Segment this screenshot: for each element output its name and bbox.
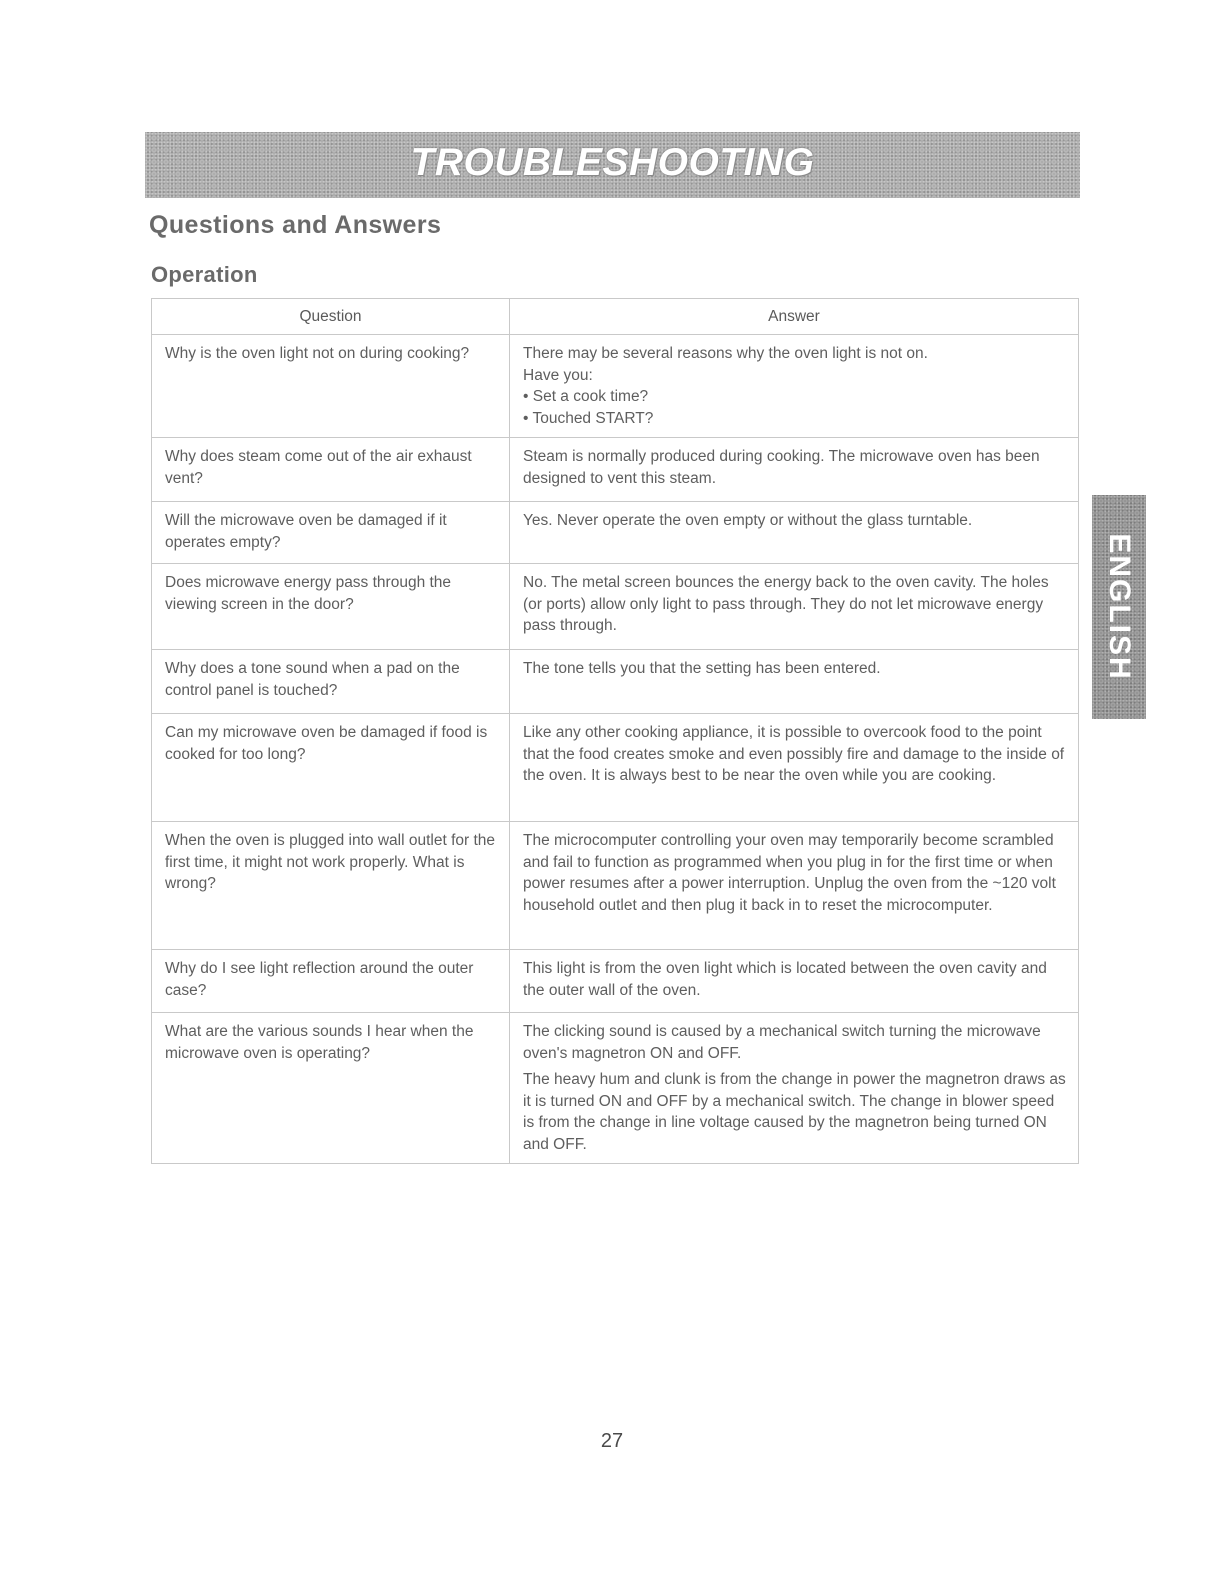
- table-row: [152, 335, 1079, 438]
- table-row: [152, 438, 1079, 502]
- question-cell: Can my microwave oven be damaged if food is cooked for too long?: [152, 714, 510, 822]
- answer-cell: [510, 714, 1079, 822]
- question-cell: When the oven is plugged into wall outlet for the first time, it might not work properly. What is wrong?: [152, 822, 510, 950]
- answer-text: Yes. Never operate the oven empty or without the glass turntable.: [523, 512, 973, 529]
- table-row: [152, 650, 1079, 714]
- answer-bullet: • Set a cook time?: [523, 388, 649, 405]
- answer-bullet: • Touched START?: [523, 409, 654, 427]
- answer-cell: [510, 335, 1079, 438]
- answer-cell: [510, 650, 1079, 714]
- section-title: Questions and Answers: [149, 211, 442, 239]
- answer-text: The tone tells you that the setting has been entered.: [523, 660, 881, 677]
- answer-text: Steam is normally produced during cooking. The microwave oven has been designed to vent this steam.: [523, 448, 1040, 487]
- answer-cell: [510, 564, 1079, 650]
- question-column-header: Question: [152, 299, 510, 335]
- table-row: [152, 822, 1079, 950]
- question-cell: Will the microwave oven be damaged if it operates empty?: [152, 502, 510, 564]
- table-header-row: [152, 299, 1079, 335]
- answer-text: The microcomputer controlling your oven may temporarily become scrambled and fail to function as programmed when you plug in for the first time or when power resumes after a power interruption. Unplug the oven from the ~120 volt household outlet and then plug it back in to reset the microcomputer.: [523, 832, 1056, 914]
- question-cell: Why do I see light reflection around the outer case?: [152, 950, 510, 1013]
- answer-text: The heavy hum and clunk is from the change in power the magnetron draws as it is turned ON and OFF by a mechanical switch. The change in blower speed is from the change in line voltage caused by the magnetron being turned ON and OFF.: [523, 1071, 1066, 1153]
- answer-line: Have you:: [523, 366, 593, 384]
- table-row: [152, 1013, 1079, 1164]
- question-cell: Does microwave energy pass through the viewing screen in the door?: [152, 564, 510, 650]
- subsection-title: Operation: [151, 262, 258, 287]
- question-cell: Why does a tone sound when a pad on the control panel is touched?: [152, 650, 510, 714]
- answer-cell: [510, 822, 1079, 950]
- page-number: 27: [600, 1430, 624, 1452]
- question-cell: Why is the oven light not on during cooking?: [152, 335, 510, 438]
- qa-table: [151, 298, 1079, 1164]
- answer-text: No. The metal screen bounces the energy back to the oven cavity. The holes (or ports) allow only light to pass through. They do not let microwave energy pass through.: [523, 574, 1049, 634]
- question-cell: What are the various sounds I hear when the microwave oven is operating?: [152, 1013, 510, 1164]
- answer-text: The clicking sound is caused by a mechanical switch turning the microwave oven's magnetron ON and OFF.: [523, 1023, 1041, 1062]
- header-banner: [145, 132, 1080, 198]
- answer-text: Like any other cooking appliance, it is possible to overcook food to the point that the food creates smoke and even possibly fire and damage to the inside of the oven. It is always best to be near the oven while you are cooking.: [523, 724, 1065, 784]
- table-row: [152, 950, 1079, 1013]
- answer-cell: [510, 438, 1079, 502]
- answer-line: There may be several reasons why the oven light is not on.: [523, 345, 928, 362]
- answer-cell: [510, 950, 1079, 1013]
- question-cell: Why does steam come out of the air exhaust vent?: [152, 438, 510, 502]
- page-title: TROUBLESHOOTING: [410, 141, 815, 184]
- table-row: [152, 564, 1079, 650]
- language-label: ENGLISH: [1103, 533, 1136, 681]
- answer-cell: [510, 502, 1079, 564]
- language-tab: [1092, 495, 1146, 719]
- answer-column-header: Answer: [510, 299, 1079, 335]
- answer-cell: [510, 1013, 1079, 1164]
- answer-text: This light is from the oven light which is located between the oven cavity and the outer wall of the oven.: [523, 960, 1047, 999]
- table-row: [152, 502, 1079, 564]
- table-row: [152, 714, 1079, 822]
